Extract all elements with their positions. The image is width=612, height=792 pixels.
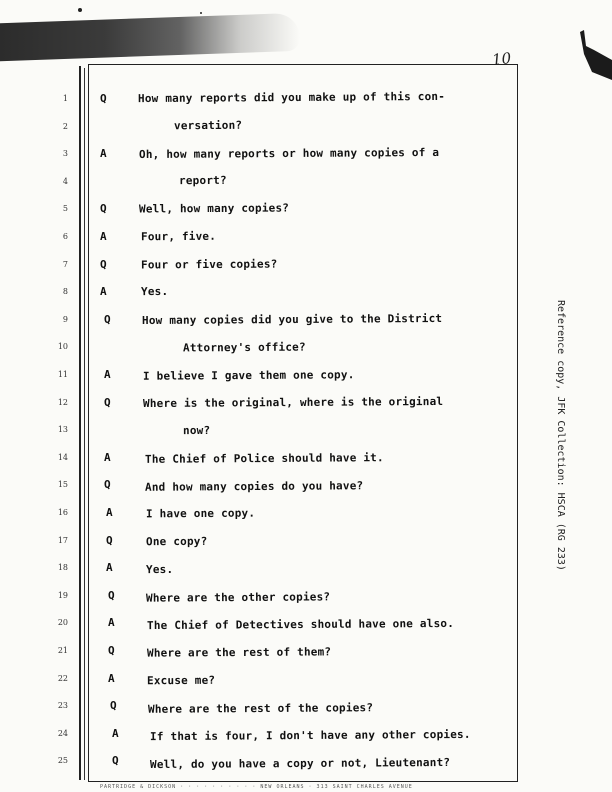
transcript-line: And how many copies do you have? xyxy=(144,478,364,494)
scan-artifact xyxy=(0,13,300,61)
line-number: 4 xyxy=(62,176,68,186)
transcript-line: Four, five. xyxy=(140,229,217,244)
transcript-line: Well, do you have a copy or not, Lieutenant? xyxy=(149,755,451,772)
question-marker: Q xyxy=(104,395,111,409)
line-number: 5 xyxy=(62,204,68,214)
question-marker: Q xyxy=(100,257,107,271)
question-marker: Q xyxy=(108,588,115,602)
page-number: 10 xyxy=(491,49,512,69)
transcript-line: Yes. xyxy=(140,285,169,299)
transcript-line: Where are the rest of the copies? xyxy=(147,700,374,716)
question-marker: Q xyxy=(108,644,115,657)
transcript-line: Where are the other copies? xyxy=(145,589,331,605)
scan-corner-mark xyxy=(572,20,612,80)
line-number: 25 xyxy=(57,756,68,766)
line-number: 18 xyxy=(57,563,68,573)
answer-marker: A xyxy=(104,368,111,381)
answer-marker: A xyxy=(100,285,107,299)
footer-imprint: PARTRIDGE & DICKSON · · · · · · · · · · NEW ORLEANS · 313 SAINT CHARLES AVENUE xyxy=(100,784,413,790)
answer-marker: A xyxy=(100,147,107,161)
transcript-line: How many reports did you make up of this con- xyxy=(137,89,446,106)
line-number: 20 xyxy=(57,618,68,628)
answer-marker: A xyxy=(106,506,113,519)
transcript-line: report? xyxy=(178,174,227,188)
transcript-line: versation? xyxy=(173,118,243,132)
transcript-line: If that is four, I don't have any other copies. xyxy=(149,728,471,744)
question-marker: Q xyxy=(100,92,107,105)
line-number: 12 xyxy=(57,397,68,407)
transcript-line: Four or five copies? xyxy=(140,257,278,271)
line-number: 16 xyxy=(57,508,68,517)
line-number: 22 xyxy=(57,673,68,683)
question-marker: Q xyxy=(112,754,119,768)
line-number: 7 xyxy=(62,259,68,269)
line-number: 6 xyxy=(62,232,68,241)
answer-marker: A xyxy=(108,671,115,685)
transcript-line: Well, how many copies? xyxy=(138,201,290,216)
scan-speck xyxy=(78,8,82,12)
answer-marker: A xyxy=(112,726,119,740)
transcript-line: Where are the rest of them? xyxy=(146,645,332,660)
transcript-line: I believe I gave them one copy. xyxy=(142,367,355,383)
line-number: 8 xyxy=(62,287,68,297)
scan-speck xyxy=(200,12,202,14)
line-number: 15 xyxy=(57,480,68,490)
question-marker: Q xyxy=(110,699,117,713)
margin-rule xyxy=(84,68,85,780)
side-annotation xyxy=(555,300,580,620)
line-number: 1 xyxy=(62,94,68,103)
transcript-line: Where is the original, where is the original xyxy=(142,395,444,411)
transcript-line: The Chief of Police should have it. xyxy=(144,450,384,466)
line-number: 10 xyxy=(57,342,68,352)
transcript-line: Excuse me? xyxy=(146,673,216,687)
line-number: 23 xyxy=(57,701,68,711)
line-number: 11 xyxy=(57,370,68,379)
line-number: 3 xyxy=(62,149,68,159)
answer-marker: A xyxy=(100,230,107,243)
transcript-line: The Chief of Detectives should have one also. xyxy=(146,617,455,633)
answer-marker: A xyxy=(108,616,115,630)
transcript-line: Oh, how many reports or how many copies of a xyxy=(138,145,440,161)
answer-marker: A xyxy=(106,561,113,575)
transcript-line: I have one copy. xyxy=(145,506,256,521)
transcript-line: How many copies did you give to the District xyxy=(141,311,443,328)
line-number: 9 xyxy=(62,314,68,324)
line-number: 14 xyxy=(57,452,68,462)
answer-marker: A xyxy=(104,450,111,464)
question-marker: Q xyxy=(104,478,111,492)
transcript-line: now? xyxy=(182,423,211,438)
line-number: 17 xyxy=(57,535,68,545)
question-marker: Q xyxy=(100,202,107,216)
line-number: 2 xyxy=(62,121,68,131)
line-number: 13 xyxy=(57,425,68,435)
question-marker: Q xyxy=(106,533,113,547)
transcript-line: One copy? xyxy=(145,534,208,549)
question-marker: Q xyxy=(104,312,111,326)
line-number: 24 xyxy=(57,728,68,738)
transcript-line: Yes. xyxy=(145,562,174,576)
margin-rule xyxy=(79,66,81,780)
reference-copy-note: Reference copy, JFK Collection: HSCA (RG 233) xyxy=(555,300,566,571)
line-number: 21 xyxy=(57,646,68,655)
line-number: 19 xyxy=(57,590,68,600)
transcript-line: Attorney's office? xyxy=(182,340,306,355)
